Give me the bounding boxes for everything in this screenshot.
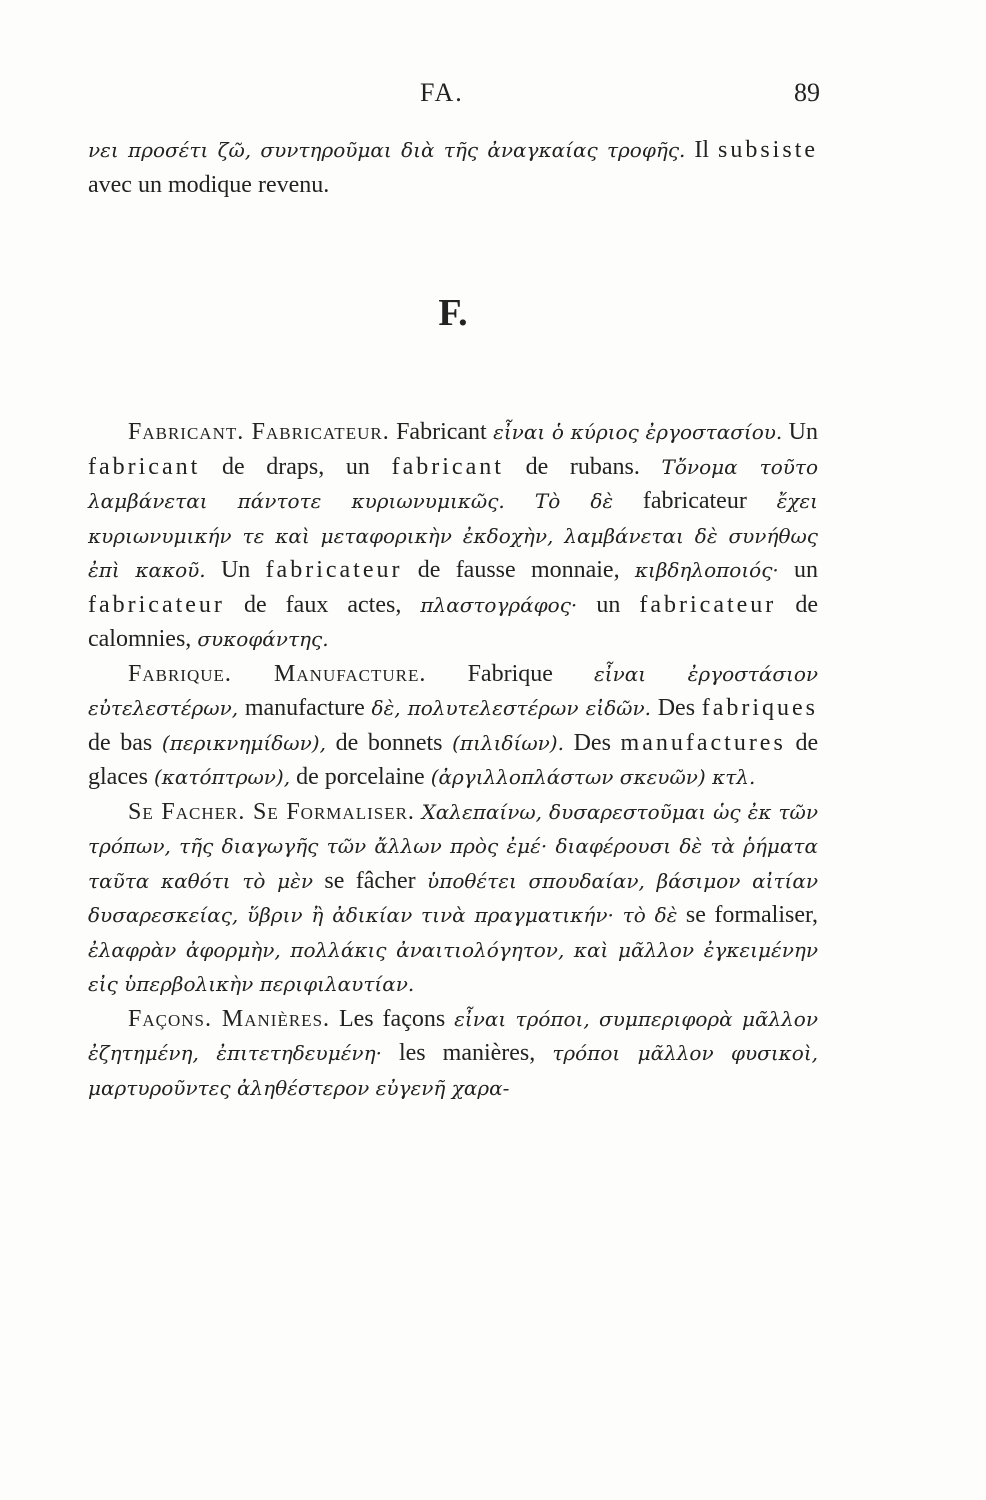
french-text: avec un modique revenu. [88,171,330,198]
french-text: fabricateur [642,488,747,514]
french-text: de bas [88,729,153,756]
greek-text: ὑποθέτει σπουδαίαν, βάσιμον αἰτίαν δυσαρεσκείας, ὕβριν ἢ ἀδικίαν τινὰ πραγματικήν· τὸ δὲ [88,868,819,927]
french-text: de rubans. [525,453,640,480]
spaced-term: fabricateur [88,591,225,618]
page-body [88,133,819,1100]
spaced-term: manufactures [620,729,786,756]
page-header [80,78,820,118]
entry-se-facher [88,795,818,1002]
spaced-term: fabriques [701,695,819,721]
greek-text: τρόποι μᾶλλον φυσικοὶ, μαρτυροῦντες ἀληθέστερον εὐγενῆ χαρα- [88,1041,819,1100]
greek-text: Τὄνομα τοῦτο λαμβάνεται πάντοτε κυριωνυμικῶς. Τὸ δὲ [88,454,819,513]
french-text: se formaliser, [685,902,819,928]
entry-facons [88,1002,818,1106]
entry-headword: Fabrique. Manufacture. [128,660,427,687]
french-text: Des [573,729,611,756]
entry-fabricant [88,415,818,657]
continuation-paragraph [88,133,818,202]
greek-text: εἶναι ἐργοστάσιον εὐτελεστέρων, [88,661,819,720]
entry-headword: Fabricant. Fabricateur. [128,419,390,445]
french-text: de faux actes, [243,591,402,618]
running-head: FA. [420,78,464,107]
entry-headword: Façons. Manières. [128,1005,331,1032]
greek-text: (ἀργιλλοπλάστων σκευῶν) κτλ. [430,765,756,789]
french-text: Un [788,419,818,445]
french-text: de draps, un [221,453,370,480]
greek-text: πλαστογράφος· [420,592,578,617]
greek-text: Χαλεπαίνω, δυσαρεστοῦμαι ὡς ἐκ τῶν τρόπων, τῆς διαγωγῆς τῶν ἄλλων πρὸς ἐμέ· διαφέρουσι δὲ τὰ ῥήματα ταῦτα καθότι τὸ μὲν [88,799,818,893]
french-text: Des [657,695,696,721]
page-number: 89 [794,78,820,107]
greek-text: ἔχει κυριωνυμικήν τε καὶ μεταφορικὴν ἐκδοχὴν, λαμβάνεται δὲ συνήθως ἐπὶ κακοῦ. [88,489,819,582]
dictionary-entries [88,415,818,1105]
entry-headword: Se Facher. Se Formaliser. [128,798,415,825]
greek-text: (περικνημίδων), [161,730,326,755]
french-text: de calomnies, [88,591,818,652]
french-text: de glaces [88,729,819,790]
greek-text: κιβδηλοποιός· [634,558,779,582]
section-letter: F. [438,292,468,334]
greek-text: (πιλιδίων). [452,730,564,755]
spaced-term: subsiste [718,137,819,163]
french-text: manufacture [244,695,365,721]
greek-text: νει προσέτι ζῶ, συντηροῦμαι διὰ τῆς ἀναγκαίας τροφῆς. [88,138,686,162]
french-text: se fâcher [324,867,416,894]
french-text: Fabrique [467,660,553,687]
french-text: Un [220,557,251,583]
french-text: de fausse monnaie, [417,557,620,583]
spaced-term: fabricant [391,453,504,480]
french-text: un [596,591,621,618]
spaced-term: fabricant [88,453,201,480]
french-text: Les façons [338,1005,446,1032]
french-text: Il [694,137,710,163]
french-text: les manières, [398,1040,536,1066]
greek-text: εἶναι ὁ κύριος ἐργοστασίου. [493,420,783,444]
french-text: Fabricant [396,419,487,445]
greek-text: (κατόπτρων), [153,765,291,789]
spaced-term: fabricateur [639,591,777,618]
french-text: de bonnets [335,729,443,756]
french-text: un [794,557,819,583]
greek-text: εἶναι τρόποι, συμπεριφορὰ μᾶλλον ἐζητημένη, ἐπιτετηδευμένη· [88,1006,818,1065]
entry-fabrique [88,657,818,795]
greek-text: ἐλαφρὰν ἀφορμὴν, πολλάκις ἀναιτιολόγητον, καὶ μᾶλλον ἐγκειμένην εἰς ὑπερβολικὴν περιφιλαυτίαν. [88,937,818,996]
spaced-term: fabricateur [265,557,403,583]
greek-text: δὲ, πολυτελεστέρων εἰδῶν. [371,696,652,720]
greek-text: συκοφάντης. [197,627,329,651]
french-text: de porcelaine [296,764,425,790]
